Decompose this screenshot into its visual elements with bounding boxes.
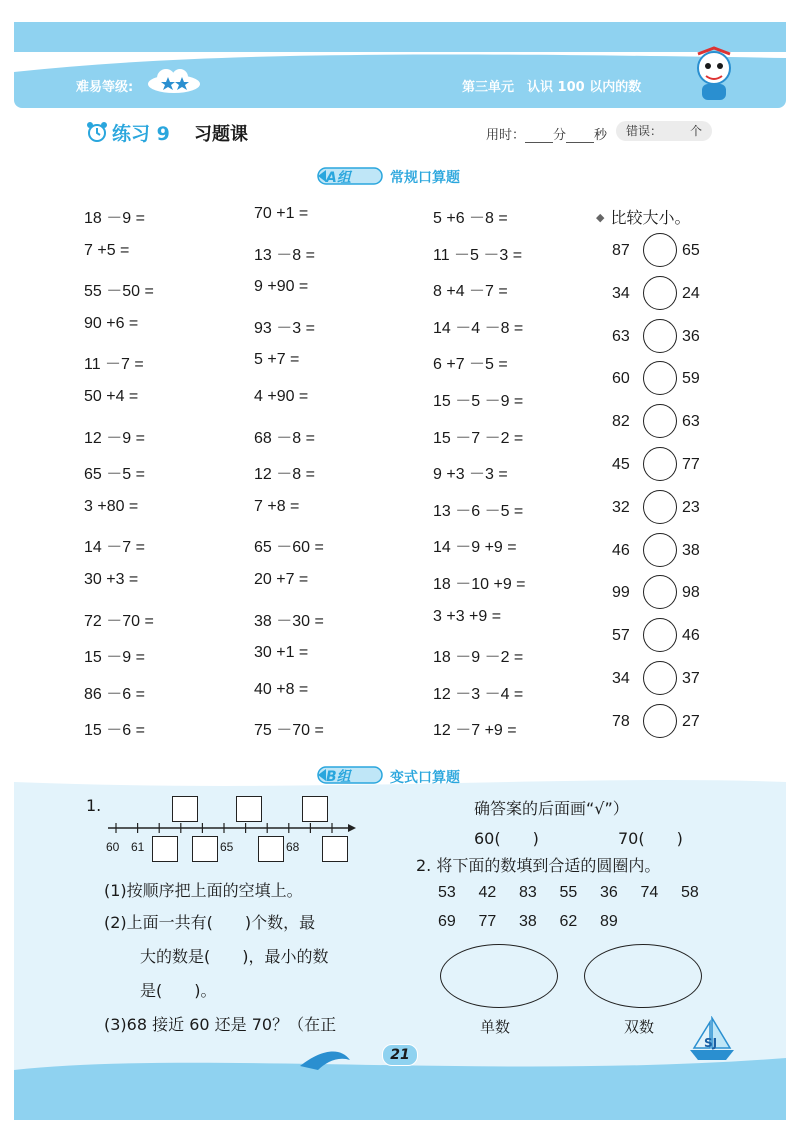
alarm-clock-icon [86, 121, 108, 143]
tick-label-65: 65 [220, 840, 234, 854]
compare-answer-circle[interactable] [643, 233, 677, 267]
q1-part3-line1: (3)68 接近 60 还是 70？（在正 [104, 1015, 337, 1034]
equation-2-9: 7 +8 = [254, 497, 300, 515]
group-b-title: 变式口算题 [390, 770, 460, 786]
equation-3-10: 14 －9 +9 = [433, 539, 517, 557]
equation-1-15: 15 －6 = [84, 722, 145, 740]
q2-number: 36 [600, 884, 618, 901]
q1-part1: (1)按顺序把上面的空填上。 [104, 881, 303, 900]
compare-left-number: 45 [612, 456, 630, 473]
equation-2-10: 65 －60 = [254, 539, 324, 557]
compare-left-number: 46 [612, 541, 630, 559]
second-blank[interactable] [566, 130, 594, 143]
group-a-title: 常规口算题 [390, 170, 460, 186]
compare-row [612, 704, 712, 740]
equation-1-1: 18 －9 = [84, 210, 145, 227]
equation-2-5: 5 +7 = [254, 351, 300, 369]
q2-number: 89 [600, 913, 618, 930]
compare-answer-circle[interactable] [643, 533, 677, 567]
compare-left-number: 34 [612, 670, 630, 687]
compare-row [612, 319, 712, 355]
q2-number: 62 [559, 913, 578, 930]
equation-3-8: 9 +3 －3 = [433, 466, 508, 484]
time-label: 用时： [486, 128, 526, 143]
minute-label: 分 [553, 128, 567, 143]
q2-number: 55 [559, 884, 578, 901]
q2-number: 74 [640, 884, 659, 901]
q2-number: 77 [478, 913, 497, 930]
compare-left-number: 87 [612, 242, 630, 259]
time-field [486, 124, 607, 143]
compare-row [612, 276, 712, 312]
equation-2-7: 68 －8 = [254, 429, 315, 447]
group-b-badge: B组 [326, 769, 351, 785]
compare-right-number: 24 [682, 284, 700, 302]
compare-row [612, 233, 712, 269]
odd-label: 单数 [480, 1018, 511, 1036]
answer-box-bottom-1[interactable] [152, 836, 178, 862]
error-unit: 个 [689, 124, 702, 138]
equation-1-14: 86 －6 = [84, 685, 145, 703]
even-label: 双数 [624, 1018, 655, 1036]
equation-1-8: 65 －5 = [84, 466, 145, 484]
tick-label-61: 61 [131, 840, 145, 854]
compare-row [612, 575, 712, 611]
error-count-field[interactable] [616, 121, 712, 141]
q1-part2-line2: 大的数是( )，最小的数 [140, 947, 329, 966]
equation-2-14: 40 +8 = [254, 680, 309, 698]
compare-left-number: 32 [612, 498, 630, 516]
compare-row [612, 661, 712, 697]
equation-3-3: 8 +4 －7 = [433, 283, 508, 301]
lesson-subtitle: 习题课 [194, 124, 248, 145]
answer-box-bottom-4[interactable] [322, 836, 348, 862]
second-label: 秒 [594, 128, 608, 143]
compare-left-number: 60 [612, 370, 630, 388]
equation-3-7: 15 －7 －2 = [433, 429, 524, 447]
compare-answer-circle[interactable] [643, 276, 677, 310]
q1-part2-line3: 是( )。 [140, 981, 217, 1000]
equation-2-1: 70 +1 = [254, 205, 309, 222]
equation-2-11: 20 +7 = [254, 571, 309, 588]
equation-2-2: 13 －8 = [254, 246, 315, 264]
minute-blank[interactable] [525, 130, 553, 143]
lesson-title: 练习 9 [112, 123, 170, 145]
equation-1-7: 12 －9 = [84, 429, 145, 447]
cloud-stars-icon [146, 66, 202, 94]
equation-1-12: 72 －70 = [84, 612, 154, 630]
compare-right-number: 65 [682, 242, 700, 259]
compare-left-number: 34 [612, 284, 630, 302]
page-number: 21 [382, 1044, 418, 1066]
difficulty-label: 难易等级: [76, 80, 134, 95]
compare-row [612, 533, 712, 569]
compare-left-number: 57 [612, 627, 630, 645]
compare-row [612, 447, 712, 483]
tick-label-68: 68 [286, 840, 300, 854]
q2-number: 83 [519, 884, 537, 901]
error-label: 错误： [626, 124, 663, 138]
compare-right-number: 59 [682, 370, 700, 388]
compare-title [596, 205, 690, 228]
equation-1-6: 50 +4 = [84, 388, 139, 405]
equation-3-5: 6 +7 －5 = [433, 356, 508, 374]
compare-right-number: 38 [682, 541, 700, 559]
compare-answer-circle[interactable] [643, 404, 677, 438]
compare-right-number: 46 [682, 627, 700, 645]
answer-box-top-1[interactable] [172, 796, 198, 822]
q2-number: 58 [681, 884, 699, 901]
brand-mark: SJ [704, 1036, 718, 1050]
compare-right-number: 98 [682, 584, 700, 602]
equation-1-10: 14 －7 = [84, 539, 145, 557]
equation-1-11: 30 +3 = [84, 571, 139, 588]
equation-2-6: 4 +90 = [254, 388, 309, 405]
equation-2-8: 12 －8 = [254, 466, 315, 484]
compare-left-number: 82 [612, 413, 630, 431]
compare-left-number: 99 [612, 584, 630, 602]
equation-1-9: 3 +80 = [84, 497, 139, 515]
mascot-icon [686, 46, 742, 108]
compare-right-number: 37 [682, 670, 700, 687]
compare-right-number: 77 [682, 456, 700, 473]
compare-answer-circle[interactable] [643, 361, 677, 395]
answer-box-top-3[interactable] [302, 796, 328, 822]
equation-3-13: 18 －9 －2 = [433, 649, 524, 667]
equation-3-2: 11 －5 －3 = [433, 246, 523, 264]
compare-answer-circle[interactable] [643, 319, 677, 353]
even-circle[interactable] [584, 944, 702, 1008]
compare-answer-circle[interactable] [643, 704, 677, 738]
compare-row [612, 404, 712, 440]
option-70[interactable]: 70( ) [618, 829, 683, 848]
equation-2-12: 38 －30 = [254, 612, 324, 630]
compare-answer-circle[interactable] [643, 447, 677, 481]
equation-1-13: 15 －9 = [84, 649, 145, 667]
answer-box-bottom-3[interactable] [258, 836, 284, 862]
equation-3-12: 3 +3 +9 = [433, 607, 502, 625]
equation-1-4: 90 +6 = [84, 314, 139, 332]
diamond-bullet-icon: ◆ [596, 211, 605, 224]
unit-title: 第三单元 认识 100 以内的数 [462, 80, 642, 95]
q2-text: 2. 将下面的数填到合适的圆圈内。 [416, 856, 661, 875]
equation-3-15: 12 －7 +9 = [433, 722, 517, 740]
compare-row [612, 361, 712, 397]
compare-answer-circle[interactable] [643, 661, 677, 695]
compare-left-number: 63 [612, 327, 630, 345]
q2-number: 53 [438, 884, 456, 901]
compare-row [612, 618, 712, 654]
compare-answer-circle[interactable] [643, 618, 677, 652]
answer-box-top-2[interactable] [236, 796, 262, 822]
compare-title-text: 比较大小。 [610, 208, 691, 227]
compare-row [612, 490, 712, 526]
compare-right-number: 36 [682, 327, 700, 345]
group-a-badge: A组 [326, 170, 351, 186]
equation-3-1: 5 +6 －8 = [433, 210, 508, 227]
q1-number: 1. [86, 796, 102, 815]
equation-3-14: 12 －3 －4 = [433, 685, 524, 703]
equation-1-2: 7 +5 = [84, 241, 130, 259]
compare-answer-circle[interactable] [643, 575, 677, 609]
compare-right-number: 27 [682, 712, 700, 730]
compare-left-number: 78 [612, 712, 630, 730]
equation-2-13: 30 +1 = [254, 644, 309, 662]
odd-circle[interactable] [440, 944, 558, 1008]
q2-number: 38 [519, 913, 537, 930]
equation-2-3: 9 +90 = [254, 278, 309, 296]
equation-2-4: 93 －3 = [254, 319, 315, 337]
answer-box-bottom-2[interactable] [192, 836, 218, 862]
compare-right-number: 63 [682, 413, 700, 431]
equation-2-15: 75 －70 = [254, 722, 324, 740]
q1-part3-line2: 确答案的后面画“√”） [474, 799, 629, 818]
equation-3-6: 15 －5 －9 = [433, 393, 524, 410]
q2-number: 69 [438, 913, 456, 930]
option-60[interactable]: 60( ) [474, 829, 539, 848]
equation-1-5: 11 －7 = [84, 356, 144, 374]
q2-number: 42 [478, 884, 497, 901]
equation-3-9: 13 －6 －5 = [433, 502, 524, 520]
equation-3-4: 14 －4 －8 = [433, 319, 524, 337]
tick-label-60: 60 [106, 840, 120, 854]
compare-answer-circle[interactable] [643, 490, 677, 524]
compare-right-number: 23 [682, 498, 700, 516]
equation-1-3: 55 －50 = [84, 283, 154, 301]
equation-3-11: 18 －10 +9 = [433, 576, 526, 593]
q1-part2-line1: (2)上面一共有( )个数，最 [104, 913, 316, 932]
